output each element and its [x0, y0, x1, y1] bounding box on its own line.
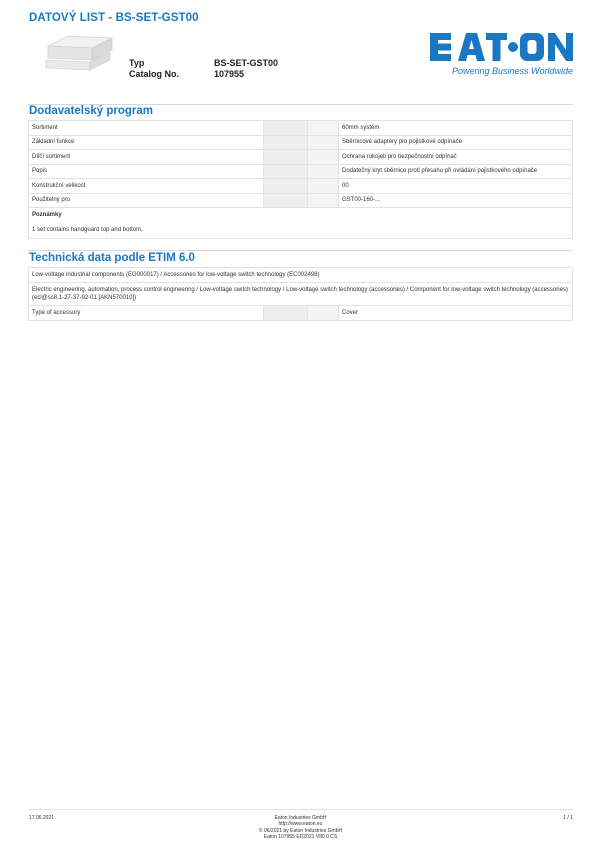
spacer-cell [308, 164, 339, 179]
supplier-table [28, 120, 573, 239]
row-label: Sortiment [29, 121, 264, 136]
class-row [29, 268, 573, 283]
product-image [44, 30, 114, 72]
table-row [29, 135, 573, 150]
row-label: Popis [29, 164, 264, 179]
catalog-label: Catalog No. [129, 69, 180, 79]
etim-table [28, 267, 573, 321]
spacer-cell [264, 193, 308, 208]
spacer-cell [308, 193, 339, 208]
spacer-cell [308, 179, 339, 194]
section-divider [28, 104, 573, 105]
footer-divider [28, 809, 573, 810]
catalog-value: 107955 [214, 69, 245, 79]
row-value: GST00-160-... [339, 193, 573, 208]
page-title: DATOVÝ LIST - BS-SET-GST00 [29, 12, 199, 24]
row-value: Sběrnicové adaptéry pro pojistkové odpínače [339, 135, 573, 150]
table-row [29, 164, 573, 179]
spacer-cell [264, 306, 308, 321]
row-label: Dílčí sortiment [29, 150, 264, 165]
table-row [29, 193, 573, 208]
type-value: BS-SET-GST00 [214, 58, 279, 68]
table-row [29, 306, 573, 321]
etim-class-line: Low-voltage industrial components (EG000017) / Accessories for low-voltage switch technology (EC002498) [29, 268, 573, 283]
row-label: Konstrukční velikost [29, 179, 264, 194]
row-value: Dodatečný kryt sběrnice proti přesahu při ovládání pojistkového odpínače [339, 164, 573, 179]
etim-class-line: Electric engineering, automation, process control engineering / Low-voltage switch technology / Low-voltage switch technology (accessories) / Component for low-voltage switch technology (accessories) (ecl@ss8.1-27-37-92-01 [AKN570010]) [29, 283, 573, 306]
spacer-cell [264, 150, 308, 165]
notes-body-row [29, 221, 573, 239]
spacer-cell [308, 135, 339, 150]
section-divider [28, 250, 573, 251]
row-value: Cover [339, 306, 573, 321]
spacer-cell [264, 164, 308, 179]
type-label: Typ [129, 58, 145, 68]
table-row [29, 150, 573, 165]
notes-header-row [29, 208, 573, 222]
footer-url: http://www.eaton.eu [278, 821, 323, 828]
footer-page-number: 1 / 1 [563, 815, 573, 821]
section-title-etim: Technická data podle ETIM 6.0 [29, 252, 195, 264]
notes-text: 1 set contains handguard top and bottom. [29, 221, 573, 239]
table-row [29, 179, 573, 194]
row-label: Type of accessory [29, 306, 264, 321]
row-value: 60mm systém [339, 121, 573, 136]
spacer-cell [264, 121, 308, 136]
footer-info [200, 815, 401, 840]
footer-copyright: © 06/2021 by Eaton Industries GmbH [258, 827, 343, 834]
row-value: 00 [339, 179, 573, 194]
spacer-cell [264, 135, 308, 150]
row-value: Ochrana rukojeti pro bezpečnostní odpínač [339, 150, 573, 165]
footer-company: Eaton Industries GmbH [274, 815, 327, 821]
row-label: Použitelný pro [29, 193, 264, 208]
footer-date: 17.06.2021 [29, 815, 55, 821]
row-label: Základní funkce [29, 135, 264, 150]
spacer-cell [308, 150, 339, 165]
class-row [29, 283, 573, 306]
spacer-cell [308, 306, 339, 321]
spacer-cell [308, 121, 339, 136]
logo-tagline: Powering Business Worldwide [451, 66, 573, 76]
section-title-supplier: Dodavatelský program [29, 105, 153, 117]
footer-doc-id: Eaton 107955 ED2021 V80.0 CS [263, 833, 338, 840]
notes-label: Poznámky [29, 208, 573, 222]
spacer-cell [264, 179, 308, 194]
table-row [29, 121, 573, 136]
